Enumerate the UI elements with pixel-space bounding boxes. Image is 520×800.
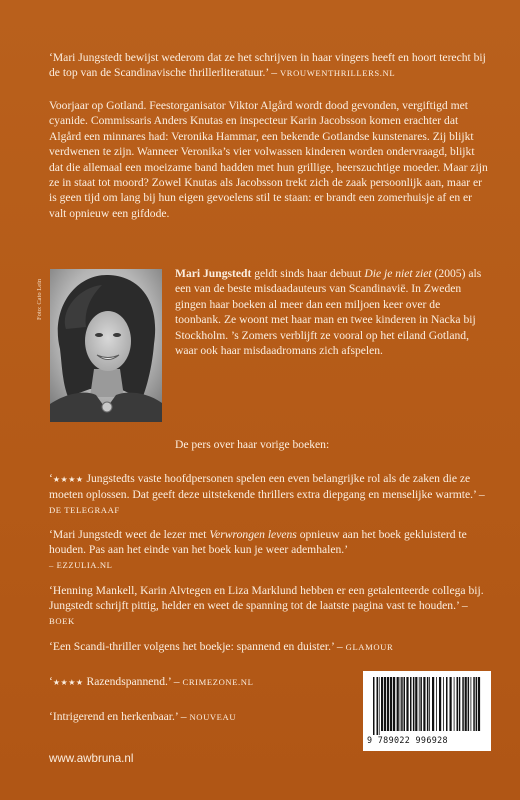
press-quote-1-source: DE TELEGRAAF: [49, 505, 120, 515]
author-bio: [175, 266, 489, 358]
barcode-bar: [401, 677, 403, 731]
press-quote-4-source: GLAMOUR: [345, 642, 394, 652]
press-quote-2-source: – EZZULIA.NL: [49, 560, 113, 570]
author-name: Mari Jungstedt: [175, 267, 252, 280]
barcode-bar: [410, 677, 412, 731]
press-quote-5-source: CRIMEZONE.NL: [182, 677, 254, 687]
synopsis-paragraph: Voorjaar op Gotland. Feestorganisator Viktor Algård wordt dood gevonden, vergiftigd met cyanide. Commissaris Anders Knutas en inspecteur Karin Jacobsson komen erachter dat Algård een minnares had: Veronika Hammar, een bekende Gotlandse kunstenares. Zij blijkt verdwenen te zijn. Wanneer Veronika’s vier volwassen kinderen worden ondervraagd, blijkt dat die allemaal een moeizame band hadden met hun grillige, heerszuchtige moeder. Maar zijn ze in staat tot moord? Zowel Knutas als Jacobsson trekt zich de zaak persoonlijk aan, maar er is geen tijd om lang bij hun eigen gevoelens stil te staan: er brandt een zomerhuisje af en er valt opnieuw een gifdode.: [49, 99, 488, 220]
barcode-bars: [371, 677, 483, 735]
press-quote-2: [49, 527, 489, 573]
rating-stars: ★★★★: [52, 475, 84, 484]
barcode-bar: [443, 677, 444, 731]
barcode-bar: [423, 677, 425, 731]
barcode-bar: [413, 677, 415, 731]
barcode-bar: [400, 677, 401, 731]
press-quote-3-text: ‘Henning Mankell, Karin Alvtegen en Liza Marklund hebben er een getalenteerde collega bij. Jungstedt schrijft pittig, helder en weet de spanning tot de laatste pagina vast te houden.’ –: [49, 584, 484, 612]
author-bio-part1: geldt sinds haar debuut: [251, 267, 365, 280]
barcode-bar: [462, 677, 464, 731]
barcode-bar: [393, 677, 395, 731]
intro-quote-source: VROUWENTHRILLERS.NL: [279, 68, 396, 78]
publisher-website: www.awbruna.nl: [49, 752, 134, 765]
author-portrait-image: [50, 269, 162, 422]
barcode-bar: [373, 677, 375, 735]
rating-stars: ★★★★: [52, 678, 84, 687]
press-quote-5: ‘★★★★ Razendspannend.’ – CRIMEZONE.NL: [49, 675, 254, 688]
press-quote-4: [49, 639, 489, 655]
press-quote-1-text: Jungstedts vaste hoofdpersonen spelen een even belangrijke rol als de zaken die ze moeten oplossen. Dat geeft deze uitstekende thrillers extra diepgang en menselijke warmte.’ –: [49, 472, 485, 501]
barcode-bar: [379, 677, 380, 735]
barcode-bar: [468, 677, 470, 731]
barcode-bar: [478, 677, 480, 731]
barcode-bar: [419, 677, 420, 731]
barcode-bar: [415, 677, 417, 731]
barcode-bar: [390, 677, 392, 731]
barcode-bar: [473, 677, 475, 731]
press-quote-1: ‘★★★★ Jungstedts vaste hoofdpersonen spelen een even belangrijke rol als de zaken die ze moeten oplossen. Dat geeft deze uitstekende thrillers extra diepgang en menselijke warmte.’ – DE TELEGRAAF: [49, 472, 485, 515]
press-quote-3-source: BOEK: [49, 616, 75, 626]
author-bio-part2: (2005) als een van de beste misdaadauteurs van Scandinavië. In Zweden gingen haar boeken al meer dan een miljoen keer over de toonbank. Ze woont met haar man en twee kinderen in Nacka bij Stockholm. ’s Zomers verblijft ze vooral op het eiland Gotland, waar ook haar misdaadromans zich afspelen.: [175, 267, 482, 358]
barcode-bar: [397, 677, 399, 731]
barcode-bar: [459, 677, 461, 731]
isbn-number: 9 789022 996928: [367, 735, 448, 745]
barcode-bar: [450, 677, 452, 731]
photo-credit: Foto: Cato Lein: [36, 278, 43, 320]
intro-quote: [49, 50, 489, 81]
debut-title: Die je niet ziet: [364, 267, 432, 280]
barcode-bar: [404, 677, 406, 731]
barcode-bar: [436, 677, 437, 731]
press-quote-2-post: opnieuw aan het boek gekluisterd te houden. Pas aan het einde van het boek kun je weer ademhalen.’: [49, 528, 467, 556]
barcode-bar: [427, 677, 429, 731]
press-quote-6-text: ‘Intrigerend en herkenbaar.’ –: [49, 710, 190, 723]
barcode-bar: [406, 677, 408, 731]
press-heading: De pers over haar vorige boeken:: [175, 438, 330, 451]
barcode-bar: [471, 677, 472, 731]
press-quote-6-source: NOUVEAU: [189, 712, 237, 722]
barcode-bar: [446, 677, 448, 731]
isbn-barcode: [363, 671, 491, 751]
barcode-bar: [381, 677, 383, 731]
barcode-bar: [476, 677, 478, 731]
author-photo: [50, 269, 162, 422]
barcode-bar: [420, 677, 422, 731]
press-quote-2-pre: ‘Mari Jungstedt weet de lezer met: [49, 528, 210, 541]
press-quote-4-text: ‘Een Scandi-thriller volgens het boekje: spannend en duister.’ –: [49, 640, 346, 653]
barcode-bar: [454, 677, 455, 731]
press-quote-3: [49, 583, 489, 629]
barcode-bar: [384, 677, 386, 731]
barcode-bar: [387, 677, 389, 731]
press-quote-2-title: Verwrongen levens: [209, 528, 297, 541]
barcode-bar: [377, 677, 379, 735]
barcode-bar: [457, 677, 459, 731]
barcode-bar: [465, 677, 467, 731]
intro-quote-text: ‘Mari Jungstedt bewijst wederom dat ze het schrijven in haar vingers heeft en hoort terecht bij de top van de Scandinavische thrillerliteratuur.’ –: [49, 51, 486, 79]
barcode-bar: [429, 677, 430, 731]
press-quote-5-text: Razendspannend.’ –: [83, 675, 183, 688]
barcode-bar: [439, 677, 441, 731]
barcode-bar: [432, 677, 434, 731]
